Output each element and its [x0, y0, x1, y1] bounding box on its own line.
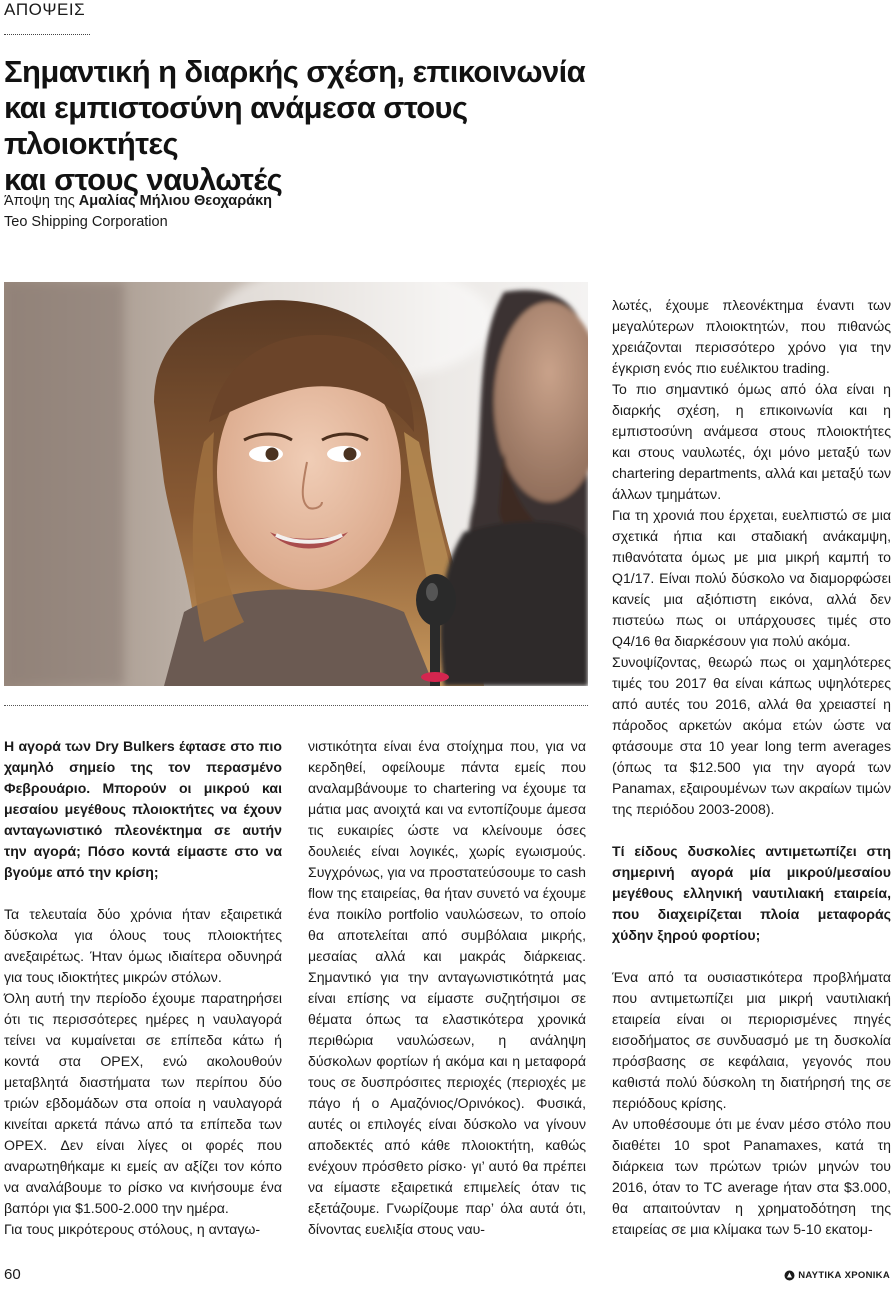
article-headline — [4, 54, 624, 198]
article-column-3 — [612, 295, 891, 1240]
article-paragraph: Όλη αυτή την περίοδο έχουμε παρατηρήσει ότι τις περισσότερες ημέρες η ναυλαγορά τείνει να κυμαίνεται σε επίπεδα κάτω ή κοντά στα OPEX, ενώ ακολουθούν μεταβλητά διαστήματα των περίπου δύο τριών εβδομάδων στα οποία η ναυλαγορά κινείται αρκετά πάνω από τα επίπεδα των OPEX. Δεν είναι λίγες οι φορές που αναρωτηθήκαμε κι εμείς αν αξίζει τον κόπο να αναλάβουμε το ρίσκο να κινήσουμε ένα βαπόρι για $1.500-2.000 την ημέρα. — [4, 990, 282, 1216]
headline-line-1: Σημαντική η διαρκής σχέση, επικοινωνία — [4, 54, 586, 89]
page-number: 60 — [4, 1266, 21, 1283]
photo-divider — [4, 705, 588, 706]
section-label: ΑΠΟΨΕΙΣ — [4, 0, 86, 19]
byline-prefix: Άποψη της — [4, 193, 75, 209]
author-company: Teo Shipping Corporation — [4, 214, 168, 230]
article-paragraph: Τα τελευταία δύο χρόνια ήταν εξαιρετικά δύσκολα για όλους τους πλοιοκτήτες ανεξαιρέτως. Ήταν όμως ιδιαίτερα οδυνηρά για τους ιδιοκτήτες μικρών στόλων. — [4, 906, 282, 985]
article-column-1 — [4, 736, 282, 1240]
author-photo-illustration — [4, 282, 588, 686]
author-name: Αμαλίας Μήλιου Θεοχαράκη — [78, 193, 273, 209]
article-paragraph: Για τη χρονιά που έρχεται, ευελπιστώ σε μια σχετικά ήπια και σταδιακή ανάκαμψη, πιθανότατα όμως με μια μικρή καμπή το Q1/17. Είναι πολύ δύσκολο να διαμορφώσει κανείς μια αξιόπιστη εικόνα, αλλά δεν πιστεύω πως οι υπάρχουσες τιμές στο Q4/16 θα διαρκέσουν για πολύ ακόμα. — [612, 507, 891, 649]
headline-line-3: και στους ναυλωτές — [4, 162, 283, 197]
author-photo — [4, 282, 588, 686]
publication-name: ΝΑΥΤΙΚΑ ΧΡΟΝΙΚΑ — [798, 1270, 890, 1281]
brand-logo-icon — [784, 1270, 795, 1281]
article-paragraph: νιστικότητα είναι ένα στοίχημα που, για να κερδηθεί, οφείλουμε πάντα εμείς που αναλαμβάνουμε το chartering να έχουμε τα μάτια μας ανοιχτά και να εντοπίζουμε άμεσα τις ευκαιρίες ώστε να κλείνουμε όσες δουλειές είναι λογικές, χωρίς εγωισμούς. Συγχρόνως, για να προστατεύσουμε το cash flow της εταιρείας, θα ήταν συνετό να έχουμε ένα ποικίλο portfolio ναυλώσεων, το οποίο θα αποτελείται από συμβόλαια μικρής, μεσαίας αλλά και μακράς διάρκειας. Σημαντικό για την ανταγωνιστικότητά μας είναι επίσης να είμαστε συζητήσιμοι σε θέματα όπως τα ελαστικότερα χρονικά περιθώρια ναυλώσεων, η ανάληψη δύσκολων φορτίων ή ακόμα και η μεταφορά τους σε δυσπρόσιτες περιοχές (περιοχές με πάγο ή ο Αμαζόνιος/Ορινόκος). Φυσικά, αυτές οι επιλογές είναι δύσκολο να γίνουν αποδεκτές από κάθε πλοιοκτήτη, καθώς ενέχουν πρόσθετο ρίσκο· γι’ αυτό θα πρέπει να είμαστε εξαιρετικά επιμελείς όταν τις εξετάζουμε. Γνωρίζουμε παρ’ όλα αυτά ότι, δίνοντας ευελιξία στους ναυ- — [308, 738, 586, 1237]
article-paragraph: Ένα από τα ουσιαστικότερα προβλήματα που αντιμετωπίζει μια μικρή ναυτιλιακή εταιρεία είναι οι περιορισμένες πηγές εισοδήματος σε συνδυασμό με τη δυσκολία πρόσβασης σε κεφάλαια, γεγονός που καθιστά πολύ δύσκολη τη διατήρησή της σε περιόδους κρίσης. — [612, 969, 891, 1111]
article-paragraph: Συνοψίζοντας, θεωρώ πως οι χαμηλότερες τιμές του 2017 θα είναι κάπως υψηλότερες από αυτές του 2016, αλλά θα χρειαστεί η πάροδος αρκετών ακόμα ετών ώστε να φτάσουμε στα 10 year long term averages (όπως τα $12.500 για την αγορά των Panamax, εξαιρουμένων των ακραίων τιμών της περιόδου 2003-2008). — [612, 654, 891, 817]
interview-question-1: Η αγορά των Dry Bulkers έφτασε στο πιο χαμηλό σημείο της τον περασμένο Φεβρουάριο. Μπορούν οι μικρού και μεσαίου μεγέθους πλοιοκτήτες να έχουν ανταγωνιστικό πλεονέκτημα σε αυτήν την αγορά; Πόσο κοντά είμαστε στο να βγούμε από την κρίση; — [4, 738, 282, 880]
byline — [4, 191, 272, 233]
article-paragraph: λωτές, έχουμε πλεονέκτημα έναντι των μεγαλύτερων πλοιοκτητών, που πιθανώς χρειάζονται περισσότερο χρόνο για την έγκριση ενός πιο ευέλικτου trading. — [612, 297, 891, 376]
article-paragraph: Για τους μικρότερους στόλους, η ανταγω- — [4, 1221, 261, 1237]
section-divider — [4, 34, 90, 35]
publication-brand — [784, 1270, 890, 1281]
interview-question-2: Τί είδους δυσκολίες αντιμετωπίζει στη σημερινή αγορά μία μικρού/μεσαίου μεγέθους ελληνική ναυτιλιακή εταιρεία, που διαχειρίζεται πλοία μεταφοράς χύδην ξηρού φορτίου; — [612, 843, 891, 943]
headline-line-2: και εμπιστοσύνη ανάμεσα στους πλοιοκτήτες — [4, 90, 468, 161]
article-paragraph: Αν υποθέσουμε ότι με έναν μέσο στόλο που διαθέτει 10 spot Panamaxes, κατά τη διάρκεια των πρώτων τριών μηνών του 2016, όταν το TC average ήταν στα $3.000, θα απαιτούνταν η χρηματοδότηση της εταιρείας σε μια κλίμακα των 5-10 εκατομ- — [612, 1116, 891, 1237]
article-paragraph: Το πιο σημαντικό όμως από όλα είναι η διαρκής σχέση, η επικοινωνία και η εμπιστοσύνη ανάμεσα στους πλοιοκτήτες και στους ναυλωτές, όχι μόνο μεταξύ των chartering departments, αλλά και μεταξύ των άλλων τμημάτων. — [612, 381, 891, 502]
article-column-2 — [308, 736, 586, 1240]
